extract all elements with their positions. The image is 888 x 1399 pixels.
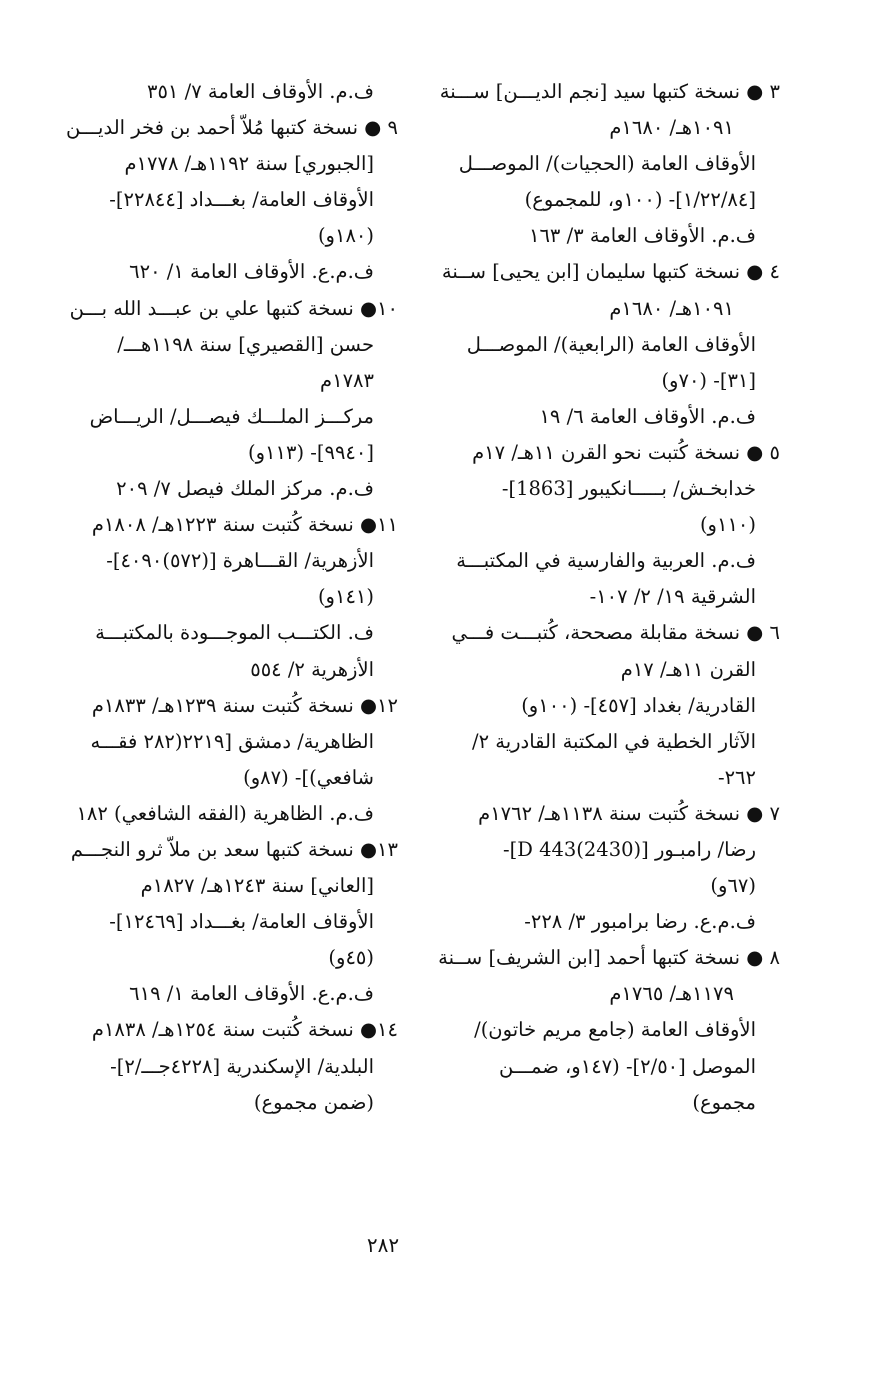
entry-location: رضا/ رامبـور [D 443(2430)]- — [503, 837, 756, 861]
entry-catalog-ref: ف. الكتـــب الموجـــودة بالمكتبـــة — [95, 621, 374, 645]
entry-location: الأوقاف العامة (الرابعية)/ الموصـــل — [466, 332, 756, 356]
entry-folios: (٤٥و) — [328, 946, 374, 970]
entry-10 — [53, 291, 398, 508]
entry-location: خدابخـش/ بـــــانكيبور [1863]- — [501, 477, 756, 501]
entry-location: الأوقاف العامة/ بغـــداد [٢٢٨٤٤]- — [109, 188, 374, 212]
entry-heading: ١٤● نسخة كُتبت سنة ١٢٥٤هـ/ ١٨٣٨م — [91, 1018, 398, 1042]
entry-folios: (١٨٠و) — [317, 224, 374, 248]
entry-location: مركـــز الملـــك فيصـــل/ الريـــاض — [89, 404, 374, 428]
entry-4 — [440, 254, 780, 434]
entry-heading: ١٢● نسخة كُتبت سنة ١٢٣٩هـ/ ١٨٣٣م — [91, 693, 398, 717]
entry-11 — [53, 507, 398, 687]
entry-catalog-ref: ف.م. مركز الملك فيصل ٧/ ٢٠٩ — [116, 477, 374, 501]
entry-copyist-date: حسن [القصيري] سنة ١١٩٨هـــ/ — [117, 332, 374, 356]
entry-heading: ٦ ● نسخة مقابلة مصححة، كُتبـــت فـــي — [451, 621, 780, 645]
entry-3 — [440, 74, 780, 254]
entry-location: الأوقاف العامة (الحجيات)/ الموصـــل — [458, 152, 756, 176]
entry-catalog-ref: ف.م.ع. رضا برامبور ٣/ ٢٢٨- — [524, 910, 756, 934]
entry-location: الأوقاف العامة (جامع مريم خاتون)/ — [474, 1018, 756, 1042]
entry-folios: (٦٧و) — [710, 874, 756, 898]
entry-7 — [440, 796, 780, 940]
entry-copyist-date: [العاني] سنة ١٢٤٣هـ/ ١٨٢٧م — [140, 874, 374, 898]
page-number: ٢٨٢ — [366, 1233, 400, 1257]
entry-catalog-ref: الآثار الخطية في المكتبة القادرية ٢/ — [471, 729, 756, 753]
entry-catalog-ref: ف.م. العربية والفارسية في المكتبـــة — [456, 549, 756, 573]
entry-14 — [53, 1012, 398, 1120]
entry-shelfmark: [١/٢٢/٨٤]- (١٠٠و، للمجموع) — [524, 188, 756, 212]
entry-location: الأزهرية/ القـــاهرة [(٥٧٢)٤٠٩٠]- — [106, 549, 374, 573]
entry-date: ١٠٩١هـ/ ١٦٨٠م — [609, 296, 734, 320]
entry-date: ١٠٩١هـ/ ١٦٨٠م — [609, 116, 734, 140]
entry-catalog-ref: ف.م.ع. الأوقاف العامة ١/ ٦٢٠ — [129, 260, 374, 284]
left-column — [53, 74, 398, 1121]
entry-date: القرن ١١هـ/ ١٧م — [620, 657, 756, 681]
entry-note: (ضمن مجموع) — [253, 1090, 374, 1114]
entry-9 — [53, 110, 398, 290]
right-column — [440, 74, 780, 1121]
entry-shelfmark: شافعي)]- (٨٧و) — [243, 765, 374, 789]
entry-5 — [440, 435, 780, 615]
entry-8-continued — [53, 74, 398, 110]
entry-catalog-ref: ف.م. الأوقاف العامة ٧/ ٣٥١ — [146, 80, 374, 103]
entry-folios: (١١٠و) — [699, 513, 756, 537]
entry-catalog-ref: ف.م. الظاهرية (الفقه الشافعي) ١٨٢ — [76, 801, 374, 825]
entry-copyist-date: [الجبوري] سنة ١١٩٢هـ/ ١٧٧٨م — [124, 152, 374, 176]
entry-heading: ٩ ● نسخة كتبها مُلاّ أحمد بن فخر الديـــن — [66, 116, 398, 140]
entry-12 — [53, 688, 398, 832]
entry-location: البلدية/ الإسكندرية [٤٢٢٨جـــ/٢]- — [110, 1054, 374, 1078]
entry-date: ١١٧٩هـ/ ١٧٦٥م — [609, 982, 734, 1006]
entry-heading: ١٠● نسخة كتبها علي بن عبـــد الله بـــن — [69, 296, 398, 320]
entry-heading: ٧ ● نسخة كُتبت سنة ١١٣٨هـ/ ١٧٦٢م — [478, 801, 780, 825]
entry-location: القادرية/ بغداد [٤٥٧]- (١٠٠و) — [521, 693, 756, 717]
entry-6 — [440, 615, 780, 795]
entry-shelfmark: [٣١]- (٧٠و) — [661, 368, 756, 392]
entry-folios: (١٤١و) — [317, 585, 374, 609]
entry-13 — [53, 832, 398, 1012]
entry-heading: ١٣● نسخة كتبها سعد بن ملاّ ثرو النجـــم — [70, 837, 398, 861]
entry-location: الظاهرية/ دمشق [٢٢١٩(٢٨٢ فقـــه — [90, 729, 374, 753]
entry-catalog-ref: ف.م. الأوقاف العامة ٦/ ١٩ — [539, 404, 756, 428]
entry-catalog-ref: ف.م.ع. الأوقاف العامة ١/ ٦١٩ — [129, 982, 374, 1006]
entry-heading: ٤ ● نسخة كتبها سليمان [ابن يحيى] ســنة — [441, 260, 780, 284]
entry-shelfmark: [٩٩٤٠]- (١١٣و) — [248, 440, 374, 464]
entry-catalog-ref: ف.م. الأوقاف العامة ٣/ ١٦٣ — [528, 224, 756, 248]
entry-heading: ٣ ● نسخة كتبها سيد [نجم الديـــن] ســـنة — [439, 80, 780, 103]
entry-catalog-ref-cont: الأزهرية ٢/ ٥٥٤ — [250, 657, 374, 681]
entry-heading: ٨ ● نسخة كتبها أحمد [ابن الشريف] ســنة — [438, 946, 780, 970]
entry-shelfmark-cont: مجموع) — [692, 1090, 756, 1114]
entry-catalog-ref-cont: ٢٦٢- — [717, 765, 756, 789]
entry-location: الأوقاف العامة/ بغـــداد [١٢٤٦٩]- — [109, 910, 374, 934]
entry-heading: ١١● نسخة كُتبت سنة ١٢٢٣هـ/ ١٨٠٨م — [91, 513, 398, 537]
entry-8 — [440, 940, 780, 1120]
entry-shelfmark: الموصل [٢/٥٠]- (١٤٧و، ضمـــن — [498, 1054, 756, 1078]
entry-date: ١٧٨٣م — [320, 368, 374, 392]
entry-heading: ٥ ● نسخة كُتبت نحو القرن ١١هـ/ ١٧م — [472, 440, 780, 464]
entry-catalog-ref-cont: الشرقية ١٩/ ٢/ ١٠٧- — [589, 585, 756, 609]
